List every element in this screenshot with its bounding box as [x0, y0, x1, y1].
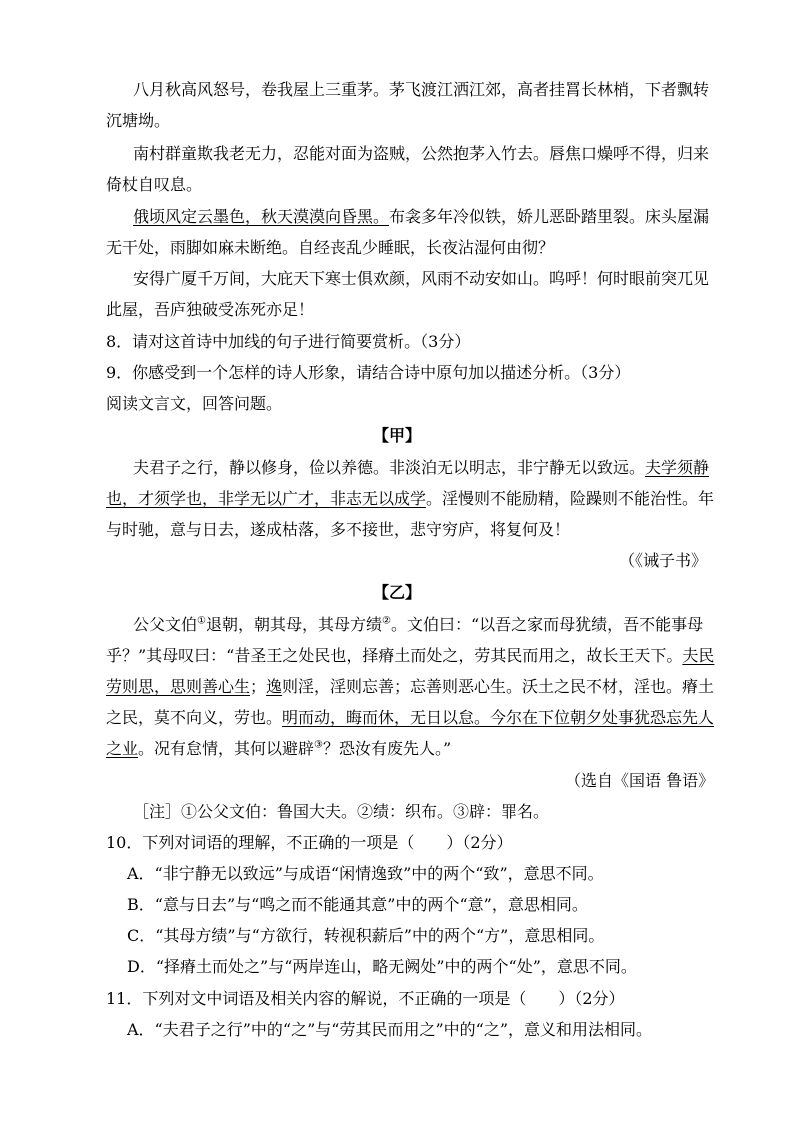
yi-notes: ［注］①公父文伯：鲁国大夫。②绩：织布。③辟：罪名。 — [133, 802, 550, 821]
poem-p1-line1: 八月秋高风怒号，卷我屋上三重茅。茅飞渡江洒江郊，高者挂罥长林梢，下者飘转 — [133, 80, 710, 99]
yi-line2 — [106, 645, 714, 667]
jia-heading: 【甲】 — [373, 426, 422, 445]
jia-line1 — [133, 457, 709, 479]
yi-line1 — [133, 614, 703, 636]
question-10-option-d: D．“择瘠土而处之”与“两岸连山，略无阙处”中的两个“处”，意思不同。 — [127, 957, 637, 976]
yi-line3-plain: 则淫，淫则忘善；忘善则恶心生。沃土之民不材，淫也。瘠土 — [282, 677, 715, 696]
yi-line3 — [106, 676, 714, 698]
yi-line1-b: 退朝，朝其母，其母方绩 — [205, 615, 382, 634]
footnote-mark-1: ① — [197, 615, 206, 627]
yi-line2-plain: 乎？”其母叹曰：“昔圣王之处民也，择瘠土而处之，劳其民而用之，故长王天下。 — [106, 646, 683, 665]
yi-line1-c: 。文伯曰：“以吾之家而母犹绩，吾不能事母 — [390, 615, 704, 634]
poem-underlined-sentence: 俄顷风定云墨色，秋天漠漠向昏黑。 — [133, 207, 390, 226]
poem-p1-line2: 沉塘坳。 — [106, 111, 171, 130]
yi-line4 — [106, 707, 714, 729]
yi-line3-underlined: 劳则思，思则善心生 — [106, 677, 251, 696]
yi-line4-underlined: 明而动，晦而休，无日以怠。今尔在下位朝夕处事犹恐忘先人 — [282, 708, 715, 727]
poem-p4-line2: 此屋，吾庐独破受冻死亦足！ — [106, 300, 315, 319]
yi-line3-mid: ； — [250, 677, 267, 696]
question-10-stem: 10．下列对词语的理解，不正确的一项是（ ）（2分） — [106, 833, 513, 852]
poem-p3-rest: 布衾多年冷似铁，娇儿恶卧踏里裂。床头屋漏 — [389, 207, 710, 226]
question-11-option-a: A．“夫君子之行”中的“之”与“劳其民而用之”中的“之”，意义和用法相同。 — [127, 1020, 652, 1039]
yi-heading: 【乙】 — [373, 583, 422, 602]
yi-line5-b: ？恐汝有废先人。” — [323, 739, 452, 758]
poem-p3-line2: 无干处，雨脚如麻未断绝。自经丧乱少睡眠，长夜沾湿何由彻？ — [106, 238, 555, 257]
question-8: 8．请对这首诗中加线的句子进行简要赏析。（3分） — [106, 332, 471, 351]
yi-line5-a: 。况有怠情，其何以避辟 — [138, 739, 315, 758]
poem-p3-line1 — [133, 206, 709, 228]
jia-source: （《诫子书》 — [619, 551, 708, 570]
poem-p4-line1: 安得广厦千万间，大庇天下寒士俱欢颜，风雨不动安如山。呜呼！何时眼前突兀见 — [133, 269, 710, 288]
poem-p2-line2: 倚杖自叹息。 — [106, 175, 203, 194]
jia-line1-plain: 夫君子之行，静以修身，俭以养德。非淡泊无以明志，非宁静无以致远。 — [133, 458, 646, 477]
jia-line2-underlined: 也，才须学也，非学无以广才，非志无以成学 — [106, 489, 427, 508]
question-9: 9．你感受到一个怎样的诗人形象，请结合诗中原句加以描述分析。（3分） — [106, 363, 631, 382]
question-11-stem: 11．下列对文中词语及相关内容的解说，不正确的一项是（ ）（2分） — [106, 989, 625, 1008]
yi-line5-underlined: 之业 — [106, 739, 139, 758]
question-10-option-b: B．“意与日去”与“鸣之而不能通其意”中的两个“意”，意思相同。 — [127, 895, 588, 914]
question-10-option-a: A．“非宁静无以致远”与成语“闲情逸致”中的两个“致”，意思不同。 — [127, 864, 604, 883]
yi-line1-a: 公父文伯 — [133, 615, 198, 634]
yi-line4-plain: 之民，莫不向义，劳也。 — [106, 708, 283, 727]
poem-p2-line1: 南村群童欺我老无力，忍能对面为盗贼，公然抱茅入竹去。唇焦口燥呼不得，归来 — [133, 144, 710, 163]
yi-line5 — [106, 738, 451, 760]
yi-line2-underlined: 夫民 — [682, 646, 715, 665]
jia-line2 — [106, 488, 714, 510]
yi-line3-underlined-2: 逸 — [266, 677, 283, 696]
question-10-option-c: C．“其母方绩”与“方欲行，转视积薪后”中的两个“方”，意思相同。 — [127, 926, 605, 945]
yi-source: （选自《国语 鲁语》 — [565, 771, 715, 790]
footnote-mark-3: ③ — [314, 739, 323, 751]
footnote-mark-2: ② — [382, 615, 391, 627]
jia-line2-plain: 。淫慢则不能励精，险躁则不能治性。年 — [426, 489, 715, 508]
jia-line1-underlined: 夫学须静 — [645, 458, 710, 477]
jia-line3: 与时驰，意与日去，遂成枯落，多不接世，悲守穷庐，将复何及！ — [106, 520, 571, 539]
reading-intro: 阅读文言文，回答问题。 — [106, 394, 283, 413]
